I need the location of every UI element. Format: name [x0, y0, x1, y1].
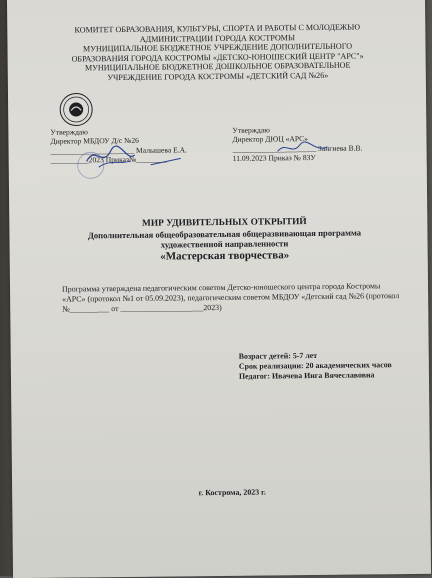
teacher-name: Педагог: Ивачева Инга Вячеславовна [238, 370, 375, 381]
approval-label: Утверждаю [50, 127, 88, 137]
program-info [239, 350, 419, 382]
program-title [49, 216, 399, 265]
approval-statement: Программа утверждена педагогическим советом Детско-юношеского центра города Костромы «АРС» (протокол №1 от 05.09.2023), педагогическим советом МБДОУ «Детский сад №26 (протокол №__________ от _____________________2023) [61, 281, 400, 314]
program-duration: Срок реализации: 20 академических часов [238, 360, 392, 371]
title-main: МИР УДИВИТЕЛЬНЫХ ОТКРЫТИЙ [141, 217, 307, 229]
approval-position: Директор ДЮЦ «АРС» [232, 134, 309, 145]
title-orientation: художественной направленности [160, 238, 289, 250]
approval-signature-line: ______________________ Малышева Е.А. [50, 145, 188, 156]
header-line: ОБРАЗОВАНИЯ ГОРОДА КОСТРОМЫ «ДЕТСКО-ЮНОШЕСКИЙ ЦЕНТР "АРС"» [71, 51, 364, 64]
approval-position: Директор МБДОУ Д/с №26 [50, 136, 139, 147]
header-line: КОМИТЕТ ОБРАЗОВАНИЯ, КУЛЬТУРЫ, СПОРТА И РАБОТЫ С МОЛОДЕЖЬЮ [74, 22, 361, 35]
approval-order-line: 11.09.2023 Приказ № 83У [232, 153, 316, 164]
header-line: МУНИЦИПАЛЬНОЕ БЮДЖЕТНОЕ ДОШКОЛЬНОЕ ОБРАЗОВАТЕЛЬНОЕ [84, 60, 351, 73]
header-line: МУНИЦИПАЛЬНОЕ БЮДЖЕТНОЕ УЧРЕЖДЕНИЕ ДОПОЛНИТЕЛЬНОГО [82, 41, 353, 54]
handwritten-signature-left [68, 136, 188, 182]
document-page [7, 0, 431, 578]
approval-order-line: __________2023 Приказ№________ [50, 154, 167, 165]
approval-label: Утверждаю [232, 125, 270, 135]
handwritten-signature-right [273, 137, 333, 158]
city-year: г. Кострома, 2023 г. [198, 487, 266, 498]
header-line: УЧРЕЖДЕНИЕ ГОРОДА КОСТРОМЫ «ДЕТСКИЙ САД №26» [107, 70, 329, 83]
children-age: Возраст детей: 5-7 лет [238, 350, 318, 361]
title-program-type: Дополнительная общеобразовательная общеразвивающая программа [87, 227, 362, 241]
title-program-name: «Мастерская творчества» [160, 249, 290, 263]
organization-header [47, 22, 388, 83]
seal-logo-icon [58, 91, 94, 127]
approval-signature-line: ______________________ Зангиева В.В. [232, 143, 363, 154]
header-line: АДМИНИСТРАЦИИ ГОРОДА КОСТРОМЫ [139, 32, 296, 44]
